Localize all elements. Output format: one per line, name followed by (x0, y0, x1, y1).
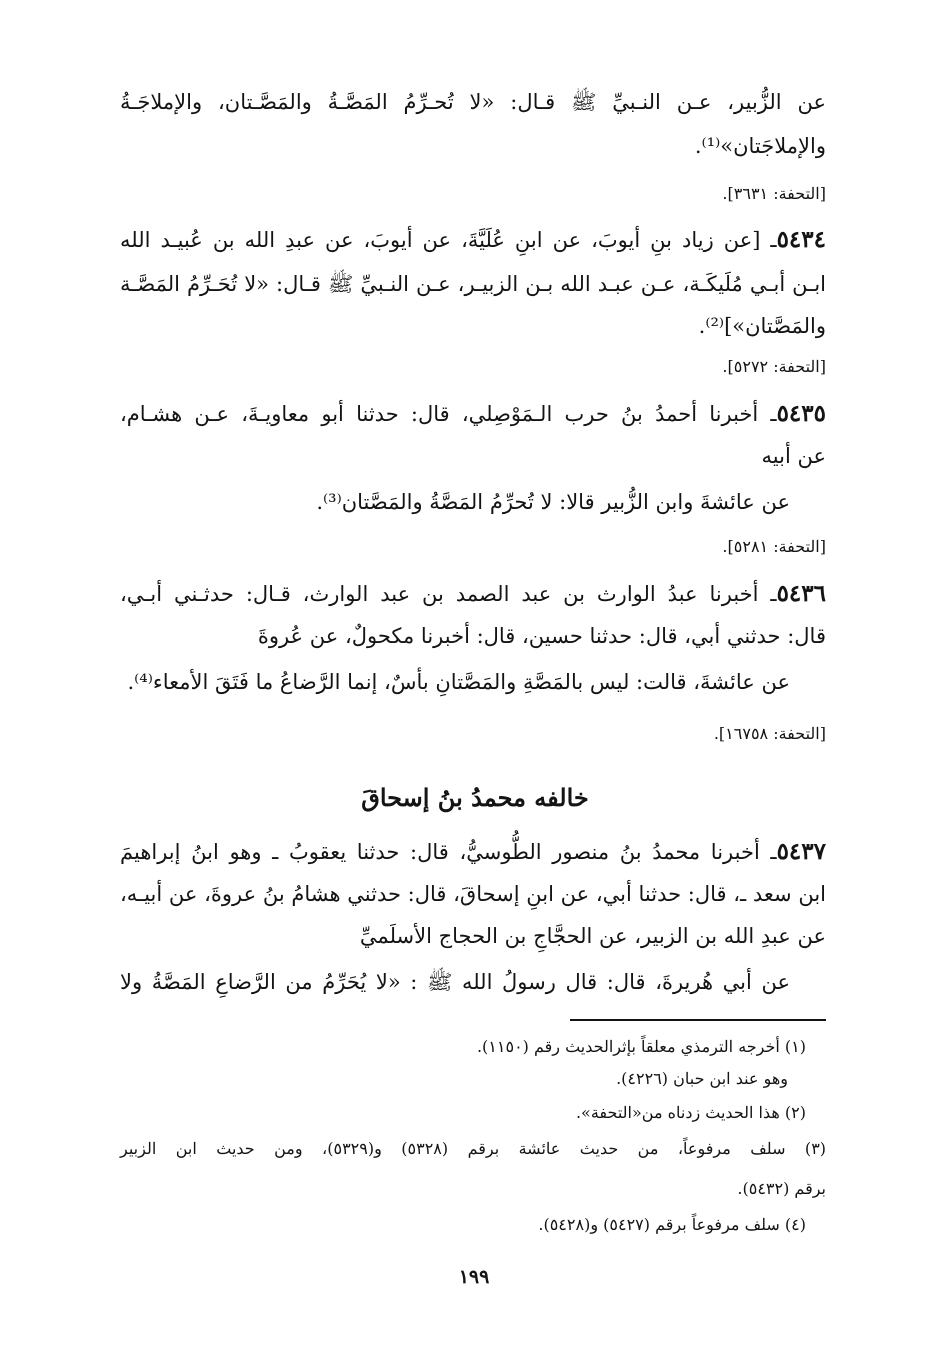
hadith-number: ٥٤٣٤ (776, 226, 826, 253)
footnote-3-continuation: برقم (٥٤٣٢). (737, 1179, 826, 1198)
hadith-5434-line2: ابـن أبـي مُلَيكَـة، عـن عبـد الله بـن الزبيـر، عـن النـبيِّ ﷺ قـال: «لا تُحَـرِّمُ المَصَّـة (120, 272, 826, 296)
hadith-5436-line2: قال: حدثني أبي، قال: حدثنا حسين، قال: أخبرنا مكحولٌ، عن عُروةَ (257, 624, 826, 648)
hadith-5436-matn: عن عائشةَ، قالت: ليس بالمَصَّةِ والمَصَّتانِ بأسٌ، إنما الرَّضاعُ ما فَتَقَ الأمعاء⁽⁴⁾. (127, 670, 790, 694)
hadith-number: ٥٤٣٧ (776, 838, 826, 865)
hadith-5433-line1: عن الزُّبير، عـن النـبيِّ ﷺ قـال: «لا تُحـرِّمُ المَصَّـةُ والمَصَّـتان، والإملاجَـةُ (120, 90, 826, 114)
hadith-5435-tuhfa-ref: [التحفة: ٥٢٨١]. (722, 537, 826, 556)
hadith-5436-tuhfa-ref: [التحفة: ١٦٧٥٨]. (713, 724, 826, 743)
footnote-separator (570, 1019, 826, 1021)
hadith-5437-line1 (120, 834, 826, 874)
hadith-5437-line3: عن عبدِ الله بن الزبير، عن الحجَّاجِ بن الحجاج الأسلَميِّ (359, 924, 826, 948)
hadith-5437-line2: ابن سعد ـ، قال: حدثنا أبي، عن ابنِ إسحاقَ، قال: حدثني هشامُ بنُ عروةَ، عن أبيـه، (120, 882, 826, 906)
hadith-5436-line1 (120, 576, 826, 616)
hadith-number: ٥٤٣٥ (776, 400, 826, 427)
hadith-5434-line1 (120, 222, 826, 262)
hadith-5434-line3: والمَصَّتان»]⁽²⁾. (698, 314, 826, 338)
hadith-5433-tuhfa-ref: [التحفة: ٣٦٣١]. (722, 184, 826, 203)
page-number: ١٩٩ (458, 1266, 490, 1288)
footnote-3: (٣) سلف مرفوعاً، من حديث عائشة برقم (٥٣٢٨) و(٥٣٢٩)، ومن حديث ابن الزبير (120, 1139, 827, 1158)
hadith-number: ٥٤٣٦ (776, 580, 826, 607)
hadith-5435-line2: عن أبيه (761, 444, 826, 468)
footnote-4: (٤) سلف مرفوعاً برقم (٥٤٢٧) و(٥٤٢٨). (538, 1215, 806, 1234)
footnote-1: (١) أخرجه الترمذي معلقاً بإثرالحديث رقم (١١٥٠). (476, 1037, 806, 1056)
footnote-2: (٢) هذا الحديث زدناه من«التحفة». (575, 1103, 806, 1122)
hadith-5437-matn: عن أبي هُريرةَ، قال: قال رسولُ الله ﷺ : «لا يُحَرِّمُ من الرَّضاعِ المَصَّةُ ولا (120, 970, 790, 994)
hadith-5435-line1 (120, 396, 826, 436)
hadith-5435-text1: ـ أخبرنا أحمدُ بنُ حرب الـمَوْصِلي، قال: حدثنا أبو معاويـةَ، عـن هشـام، (120, 402, 777, 426)
hadith-5437-text1: ـ أخبرنا محمدُ بنُ منصور الطُّوسيُّ، قال: حدثنا يعقوبُ ـ وهو ابنُ إبراهيمَ (120, 840, 777, 864)
hadith-5436-text1: ـ أخبرنا عبدُ الوارث بن عبد الصمد بن عبد الوارث، قـال: حدثـني أبـي، (120, 582, 777, 606)
footnote-1-continuation: وهو عند ابن حبان (٤٢٢٦). (616, 1069, 788, 1088)
hadith-5434-text1: ـ [عن زياد بنِ أيوبَ، عن ابنِ عُلَيَّةَ، عن أيوبَ، عن عبدِ الله بن عُبيـد الله (120, 228, 777, 252)
hadith-5434-tuhfa-ref: [التحفة: ٥٢٧٢]. (722, 357, 826, 376)
section-heading: خالفه محمدُ بنُ إسحاقَ (361, 783, 589, 812)
hadith-5435-matn: عن عائشةَ وابن الزُّبير قالا: لا تُحرِّمُ المَصَّةُ والمَصَّتان⁽³⁾. (316, 490, 790, 514)
hadith-5433-line2: والإملاجَتان»⁽¹⁾. (694, 134, 826, 158)
